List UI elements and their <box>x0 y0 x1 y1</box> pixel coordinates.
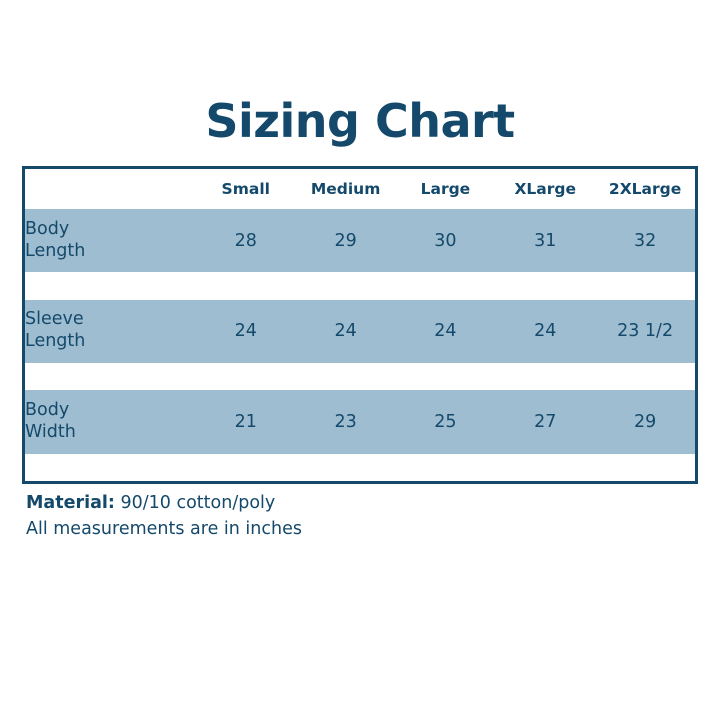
divider-cell <box>396 363 496 390</box>
cell-sleeve-length-medium: 24 <box>296 300 396 363</box>
row-label-line2: Length <box>25 240 86 261</box>
row-label-line1: Body <box>25 400 70 421</box>
cell-body-length-xlarge: 31 <box>495 209 595 272</box>
cell-body-width-medium: 23 <box>296 390 396 453</box>
divider-cell <box>196 272 296 299</box>
cell-sleeve-length-2xlarge: 23 1/2 <box>595 300 695 363</box>
divider-cell <box>396 272 496 299</box>
header-row <box>25 169 695 209</box>
divider-cell <box>296 363 396 390</box>
sizing-table-container <box>22 166 698 484</box>
column-header-2xlarge: 2XLarge <box>608 180 682 198</box>
divider-cell <box>25 454 196 481</box>
table-body <box>25 209 695 481</box>
table-row <box>25 390 695 453</box>
table-row <box>25 300 695 363</box>
units-note: All measurements are in inches <box>26 519 302 540</box>
cell-sleeve-length-xlarge: 24 <box>495 300 595 363</box>
row-label-line1: Body <box>25 218 70 239</box>
divider-cell <box>495 454 595 481</box>
material-note <box>26 490 302 516</box>
table-header <box>25 169 695 209</box>
column-header-row-label <box>25 169 196 209</box>
cell-body-width-2xlarge: 29 <box>595 390 695 453</box>
cell-sleeve-length-large: 24 <box>396 300 496 363</box>
divider-cell <box>396 454 496 481</box>
divider-cell <box>25 363 196 390</box>
row-divider <box>25 454 695 481</box>
divider-cell <box>196 363 296 390</box>
material-label: Material: <box>26 493 115 513</box>
divider-cell <box>196 454 296 481</box>
divider-cell <box>495 272 595 299</box>
cell-sleeve-length-small: 24 <box>196 300 296 363</box>
sizing-table <box>25 169 695 481</box>
row-label-line2: Length <box>25 331 86 352</box>
divider-cell <box>25 272 196 299</box>
divider-cell <box>595 272 695 299</box>
cell-body-width-large: 25 <box>396 390 496 453</box>
cell-body-width-xlarge: 27 <box>495 390 595 453</box>
column-header-medium: Medium <box>310 180 381 198</box>
page-title: Sizing Chart <box>205 94 515 148</box>
column-header-xlarge: XLarge <box>514 180 577 198</box>
cell-body-length-medium: 29 <box>296 209 396 272</box>
row-label-line1: Sleeve <box>25 309 84 330</box>
row-label-body-length <box>25 209 196 272</box>
divider-cell <box>495 363 595 390</box>
chart-notes <box>26 490 302 543</box>
row-divider <box>25 272 695 299</box>
divider-cell <box>296 272 396 299</box>
divider-cell <box>595 454 695 481</box>
cell-body-length-2xlarge: 32 <box>595 209 695 272</box>
column-header-large: Large <box>420 180 471 198</box>
cell-body-width-small: 21 <box>196 390 296 453</box>
material-value: 90/10 cotton/poly <box>120 493 276 513</box>
divider-cell <box>595 363 695 390</box>
cell-body-length-large: 30 <box>396 209 496 272</box>
row-label-body-width <box>25 390 196 453</box>
column-header-small: Small <box>221 180 270 198</box>
table-row <box>25 209 695 272</box>
row-label-sleeve-length <box>25 300 196 363</box>
row-divider <box>25 363 695 390</box>
divider-cell <box>296 454 396 481</box>
cell-body-length-small: 28 <box>196 209 296 272</box>
row-label-line2: Width <box>25 421 76 442</box>
